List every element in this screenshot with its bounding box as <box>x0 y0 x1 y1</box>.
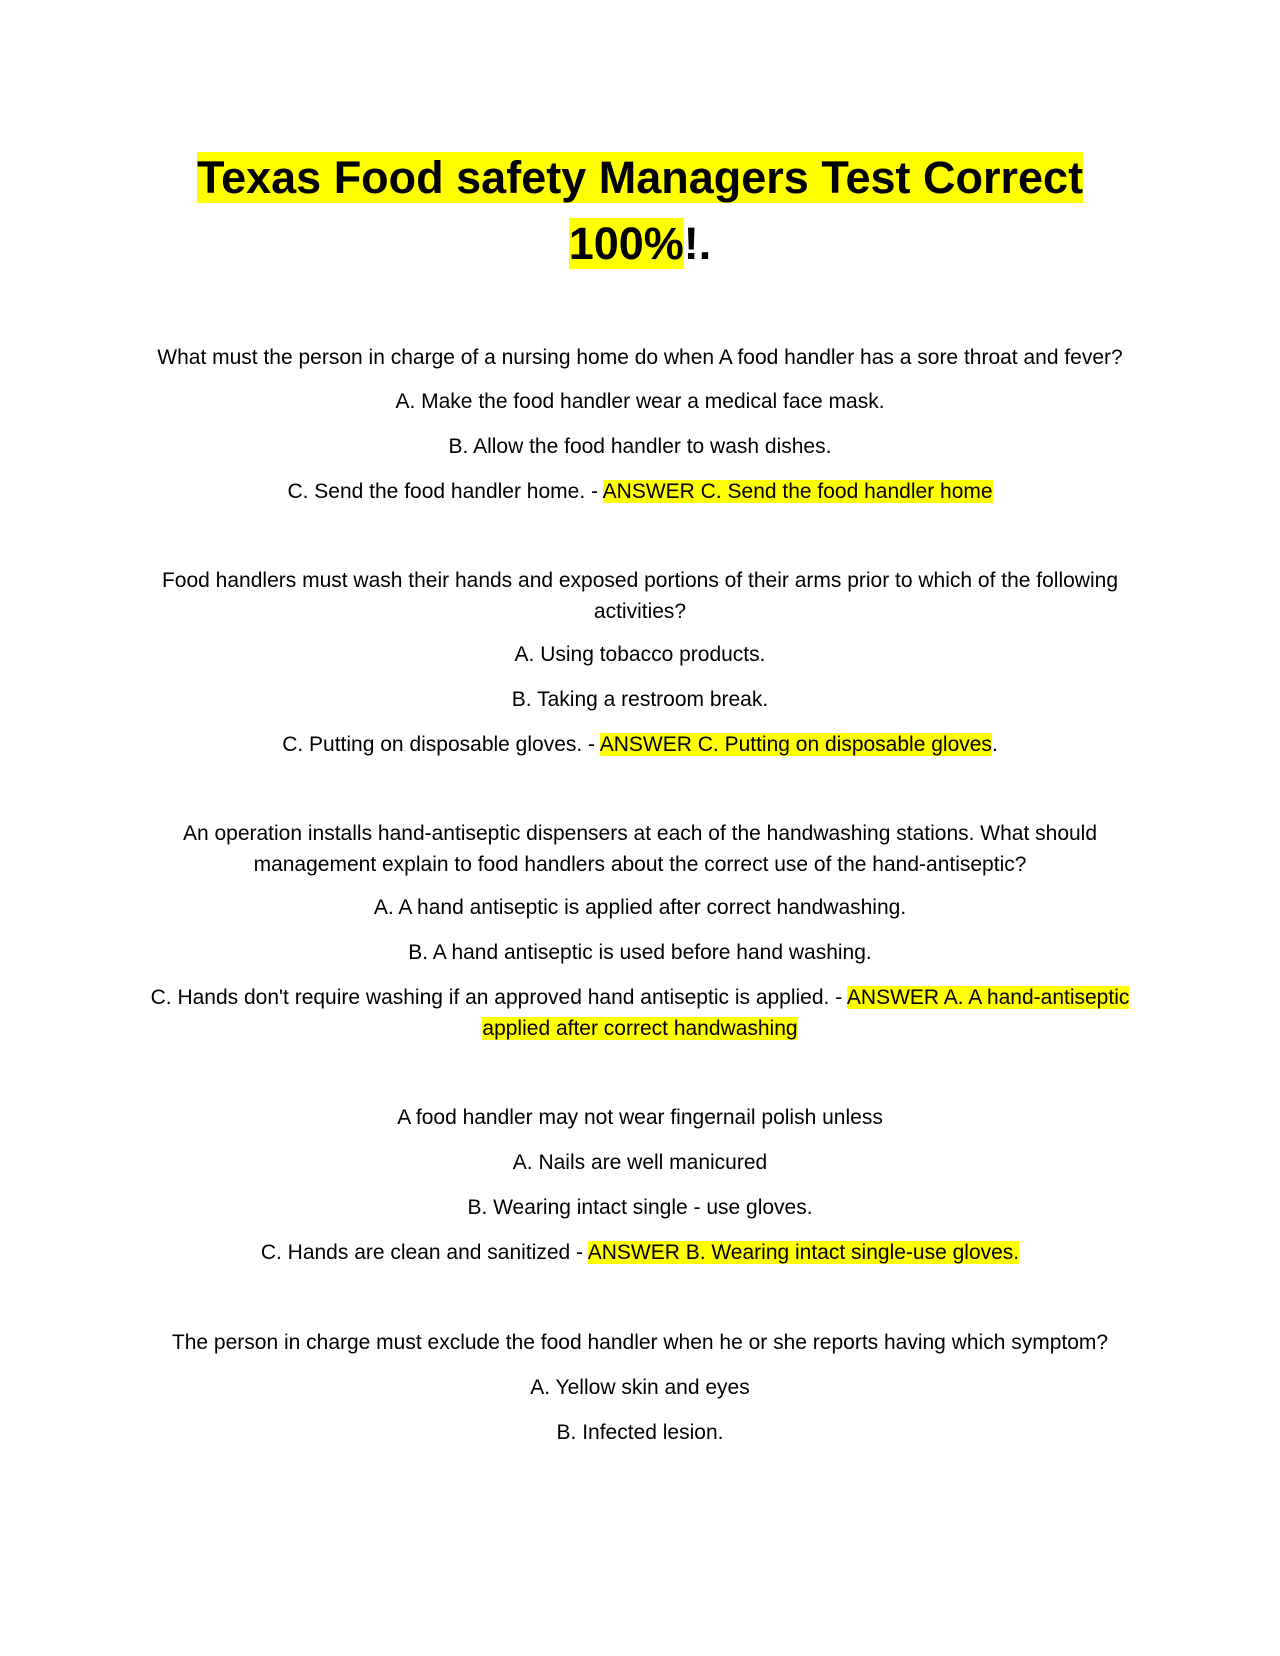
question-5-option-b: B. Infected lesion. <box>556 1421 724 1444</box>
answer-highlight: ANSWER C. Putting on disposable gloves <box>599 733 992 756</box>
question-2-text: Food handlers must wash their hands and exposed portions of their arms prior to which of the following activities? <box>161 569 1118 623</box>
option-c-text: C. Hands don't require washing if an approved hand antiseptic is applied. - <box>150 986 847 1009</box>
question-3-option-c <box>150 982 1130 1044</box>
option-c-text: C. Putting on disposable gloves. - <box>282 733 600 756</box>
question-2-option-b: B. Taking a restroom break. <box>511 688 769 711</box>
question-3-text: An operation installs hand-antiseptic dispensers at each of the handwashing stations. What should management explain to food handlers about the correct use of the hand-antiseptic? <box>182 822 1098 876</box>
question-4-option-a: A. Nails are well manicured <box>512 1151 768 1174</box>
title-highlight-line-2: 100% <box>568 218 684 269</box>
answer-highlight: ANSWER B. Wearing intact single-use gloves. <box>587 1241 1020 1264</box>
question-2-option-c <box>150 729 1130 760</box>
document-title <box>150 145 1130 277</box>
title-suffix: !. <box>683 218 712 269</box>
answer-suffix: . <box>991 733 998 756</box>
question-5-option-a: A. Yellow skin and eyes <box>530 1376 750 1399</box>
question-1-option-b: B. Allow the food handler to wash dishes. <box>448 435 832 458</box>
question-4-option-b: B. Wearing intact single - use gloves. <box>467 1196 813 1219</box>
option-c-text: C. Send the food handler home. - <box>287 480 603 503</box>
question-1-text: What must the person in charge of a nursing home do when A food handler has a sore throat and fever? <box>157 346 1123 369</box>
option-c-text: C. Hands are clean and sanitized - <box>260 1241 588 1264</box>
question-3-option-a: A. A hand antiseptic is applied after correct handwashing. <box>373 896 907 919</box>
question-3-option-b: B. A hand antiseptic is used before hand washing. <box>408 941 872 964</box>
answer-highlight: ANSWER A. A hand-antiseptic applied after correct handwashing <box>482 986 1130 1040</box>
question-5-text: The person in charge must exclude the food handler when he or she reports having which symptom? <box>171 1331 1109 1354</box>
question-4-text: A food handler may not wear fingernail polish unless <box>397 1106 883 1129</box>
question-1-option-a: A. Make the food handler wear a medical face mask. <box>395 390 885 413</box>
answer-highlight: ANSWER C. Send the food handler home <box>602 480 993 503</box>
question-2-option-a: A. Using tobacco products. <box>514 643 766 666</box>
question-4-option-c <box>150 1237 1130 1268</box>
question-1-option-c <box>150 476 1130 507</box>
title-highlight-line-1: Texas Food safety Managers Test Correct <box>196 152 1084 203</box>
